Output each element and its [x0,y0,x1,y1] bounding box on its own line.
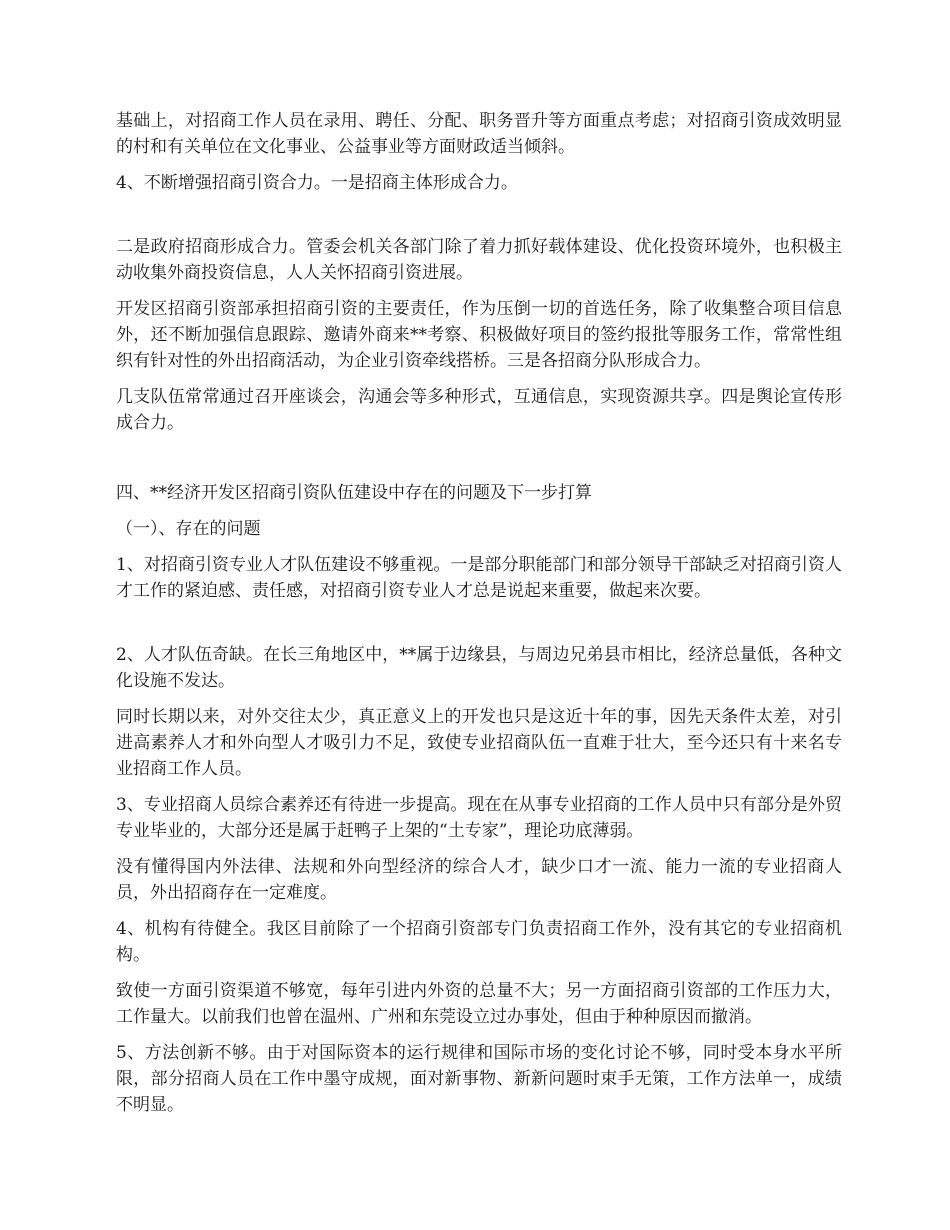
paragraph: 2、人才队伍奇缺。在长三角地区中，**属于边缘县，与周边兄弟县市相比，经济总量低，各种文化设施不发达。 [116,645,842,691]
paragraph: 致使一方面引资渠道不够宽，每年引进内外资的总量不大；另一方面招商引资部的工作压力大，工作量大。以前我们也曾在温州、广州和东莞设立过办事处，但由于种种原因而撤消。 [116,981,842,1027]
subsection-heading: （一）、存在的问题 [116,519,261,539]
paragraph: 4、机构有待健全。我区目前除了一个招商引资部专门负责招商工作外，没有其它的专业招商机构。 [116,919,842,965]
paragraph: 3、专业招商人员综合素养还有待进一步提高。现在在从事专业招商的工作人员中只有部分是外贸专业毕业的，大部分还是属于赶鸭子上架的“土专家”，理论功底薄弱。 [116,795,842,841]
paragraph: 开发区招商引资部承担招商引资的主要责任，作为压倒一切的首选任务，除了收集整合项目信息外，还不断加强信息跟踪、邀请外商来**考察、积极做好项目的签约报批等服务工作，常常性组织有针对性的外出招商活动，为企业引资牵线搭桥。三是各招商分队形成合力。 [116,299,842,371]
paragraph: 同时长期以来，对外交往太少，真正意义上的开发也只是这近十年的事，因先天条件太差，对引进高素养人才和外向型人才吸引力不足，致使专业招商队伍一直难于壮大，至今还只有十来名专业招商工作人员。 [116,707,842,779]
paragraph: 几支队伍常常通过召开座谈会，沟通会等多种形式，互通信息，实现资源共享。四是舆论宣传形成合力。 [116,387,842,433]
document-page [116,108,842,1128]
paragraph: 5、方法创新不够。由于对国际资本的运行规律和国际市场的变化讨论不够，同时受本身水平所限，部分招商人员在工作中墨守成规，面对新事物、新新问题时束手无策，工作方法单一，成绩不明显。 [116,1043,842,1115]
paragraph: 4、不断增强招商引资合力。一是招商主体形成合力。 [116,173,518,193]
paragraph: 1、对招商引资专业人才队伍建设不够重视。一是部分职能部门和部分领导干部缺乏对招商引资人才工作的紧迫感、责任感，对招商引资专业人才总是说起来重要，做起来次要。 [116,555,842,601]
section-heading: 四、**经济开发区招商引资队伍建设中存在的问题及下一步打算 [116,483,592,503]
paragraph: 基础上，对招商工作人员在录用、聘任、分配、职务晋升等方面重点考虑；对招商引资成效明显的村和有关单位在文化事业、公益事业等方面财政适当倾斜。 [116,111,842,157]
paragraph: 没有懂得国内外法律、法规和外向型经济的综合人才，缺少口才一流、能力一流的专业招商人员，外出招商存在一定难度。 [116,857,842,903]
paragraph: 二是政府招商形成合力。管委会机关各部门除了着力抓好载体建设、优化投资环境外，也积极主动收集外商投资信息，人人关怀招商引资进展。 [116,237,842,283]
